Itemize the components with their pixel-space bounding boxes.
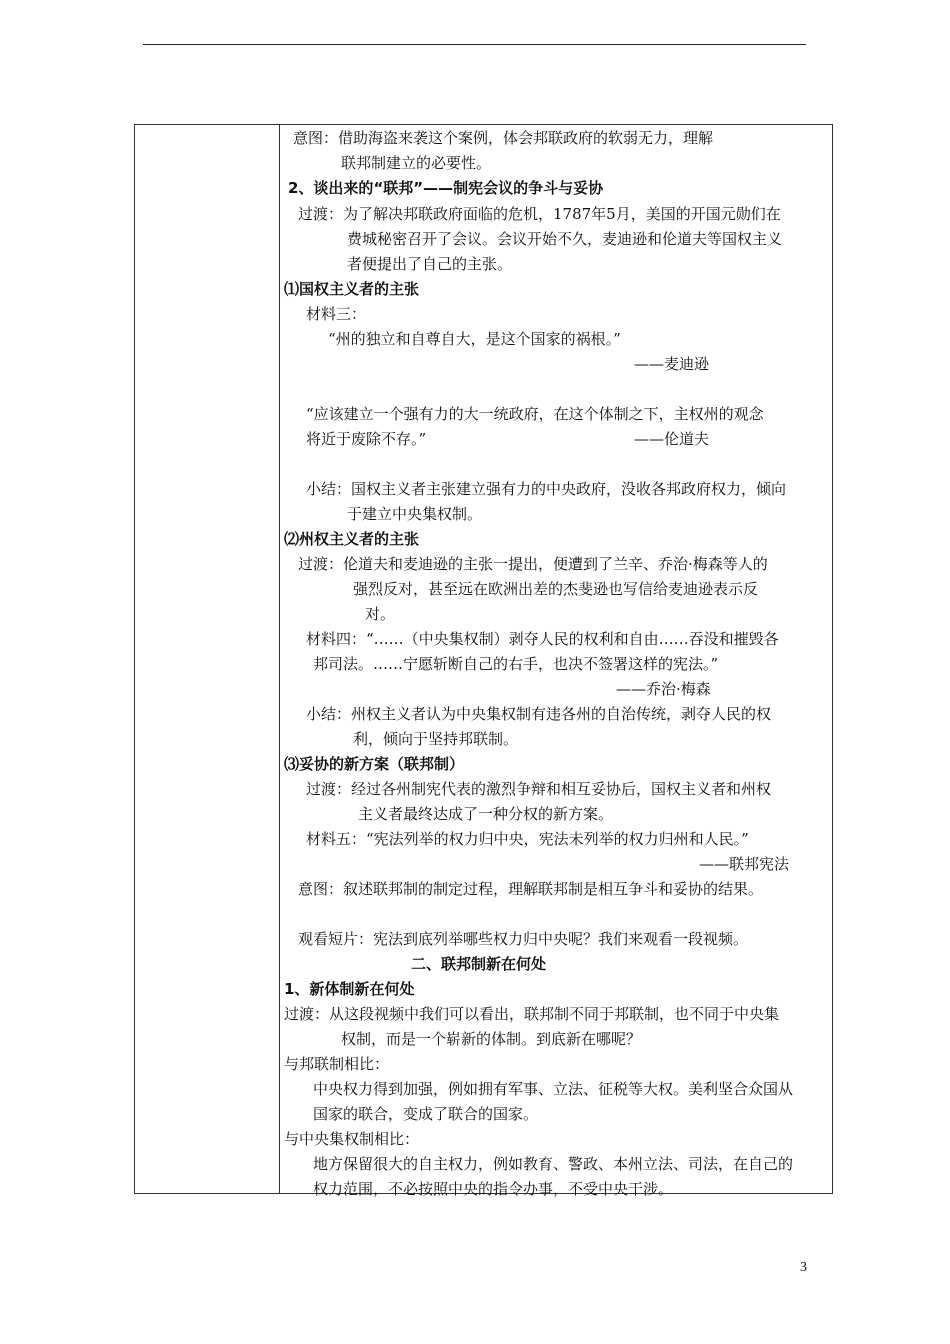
- text-line: 观看短片：宪法到底列举哪些权力归中央呢？我们来观看一段视频。: [298, 930, 749, 948]
- section-heading: ⑵州权主义者的主张: [284, 530, 420, 548]
- text-line: 小结：国权主义者主张建立强有力的中央政府，没收各邦政府权力，倾向: [306, 480, 787, 498]
- text-line: 主义者最终达成了一种分权的新方案。: [358, 805, 614, 823]
- text-line: 费城秘密召开了会议。会议开始不久，麦迪逊和伦道夫等国权主义: [347, 230, 783, 248]
- left-column-cell: [135, 125, 280, 1193]
- section-heading: 二、联邦制新在何处: [411, 955, 547, 973]
- text-line: ——麦迪逊: [634, 355, 710, 373]
- text-line: 材料五：“宪法列举的权力归中央，宪法未列举的权力归州和人民。”: [306, 830, 749, 848]
- text-line: ——伦道夫: [634, 430, 710, 448]
- text-line: 对。: [365, 605, 396, 623]
- text-line: 与中央集权制相比：: [284, 1130, 420, 1148]
- text-line: 过渡：伦道夫和麦迪逊的主张一提出，便遭到了兰辛、乔治·梅森等人的: [298, 555, 768, 573]
- text-line: 材料三：: [306, 305, 367, 323]
- lesson-table: [134, 124, 833, 1198]
- text-line: 权制，而是一个崭新的体制。到底新在哪呢？: [341, 1030, 642, 1048]
- text-line: 意图：借助海盗来袭这个案例，体会邦联政府的软弱无力，理解: [293, 129, 714, 147]
- text-line: “州的独立和自尊自大，是这个国家的祸根。”: [328, 330, 621, 348]
- text-line: 地方保留很大的自主权力，例如教育、警政、本州立法、司法，在自己的: [313, 1155, 794, 1173]
- page-number: 3: [800, 1260, 807, 1275]
- section-heading: 2、谈出来的“联邦”——制宪会议的争斗与妥协: [288, 179, 604, 197]
- text-line: 小结：州权主义者认为中央集权制有违各州的自治传统，剥夺人民的权: [306, 705, 772, 723]
- text-line: 联邦制建立的必要性。: [341, 154, 492, 172]
- text-line: 国家的联合，变成了联合的国家。: [313, 1105, 539, 1123]
- text-line: 利，倾向于坚持邦联制。: [353, 730, 519, 748]
- text-line: 于建立中央集权制。: [347, 505, 483, 523]
- text-line: 邦司法。……宁愿斩断自己的右手，也决不签署这样的宪法。”: [313, 655, 719, 673]
- text-line: 者便提出了自己的主张。: [347, 255, 513, 273]
- text-line: ——乔治·梅森: [616, 680, 711, 698]
- text-line: 过渡：为了解决邦联政府面临的危机，1787年5月，美国的开国元勋们在: [298, 205, 781, 223]
- text-line: 与邦联制相比：: [284, 1055, 390, 1073]
- text-line: 过渡：从这段视频中我们可以看出，联邦制不同于邦联制，也不同于中央集: [284, 1005, 780, 1023]
- text-line: ——联邦宪法: [699, 855, 790, 873]
- header-rule: [143, 44, 806, 45]
- text-line: 中央权力得到加强，例如拥有军事、立法、征税等大权。美利坚合众国从: [313, 1080, 794, 1098]
- text-line: 意图：叙述联邦制的制定过程，理解联邦制是相互争斗和妥协的结果。: [298, 880, 764, 898]
- text-line: “应该建立一个强有力的大一统政府，在这个体制之下，主权州的观念: [306, 405, 764, 423]
- text-line: 过渡：经过各州制宪代表的激烈争辩和相互妥协后，国权主义者和州权: [306, 780, 772, 798]
- section-heading: ⑴国权主义者的主张: [284, 280, 420, 298]
- text-line: 将近于废除不存。”: [306, 430, 427, 448]
- text-line: 材料四：“……（中央集权制）剥夺人民的权利和自由……吞没和摧毁各: [306, 630, 779, 648]
- content-cell: [281, 125, 832, 1198]
- section-heading: ⑶妥协的新方案（联邦制）: [284, 755, 465, 773]
- text-line: 强烈反对，甚至远在欧洲出差的杰斐逊也写信给麦迪逊表示反: [353, 580, 759, 598]
- text-line: 权力范围，不必按照中央的指令办事，不受中央干涉。: [313, 1180, 674, 1198]
- section-heading: 1、新体制新在何处: [284, 980, 415, 998]
